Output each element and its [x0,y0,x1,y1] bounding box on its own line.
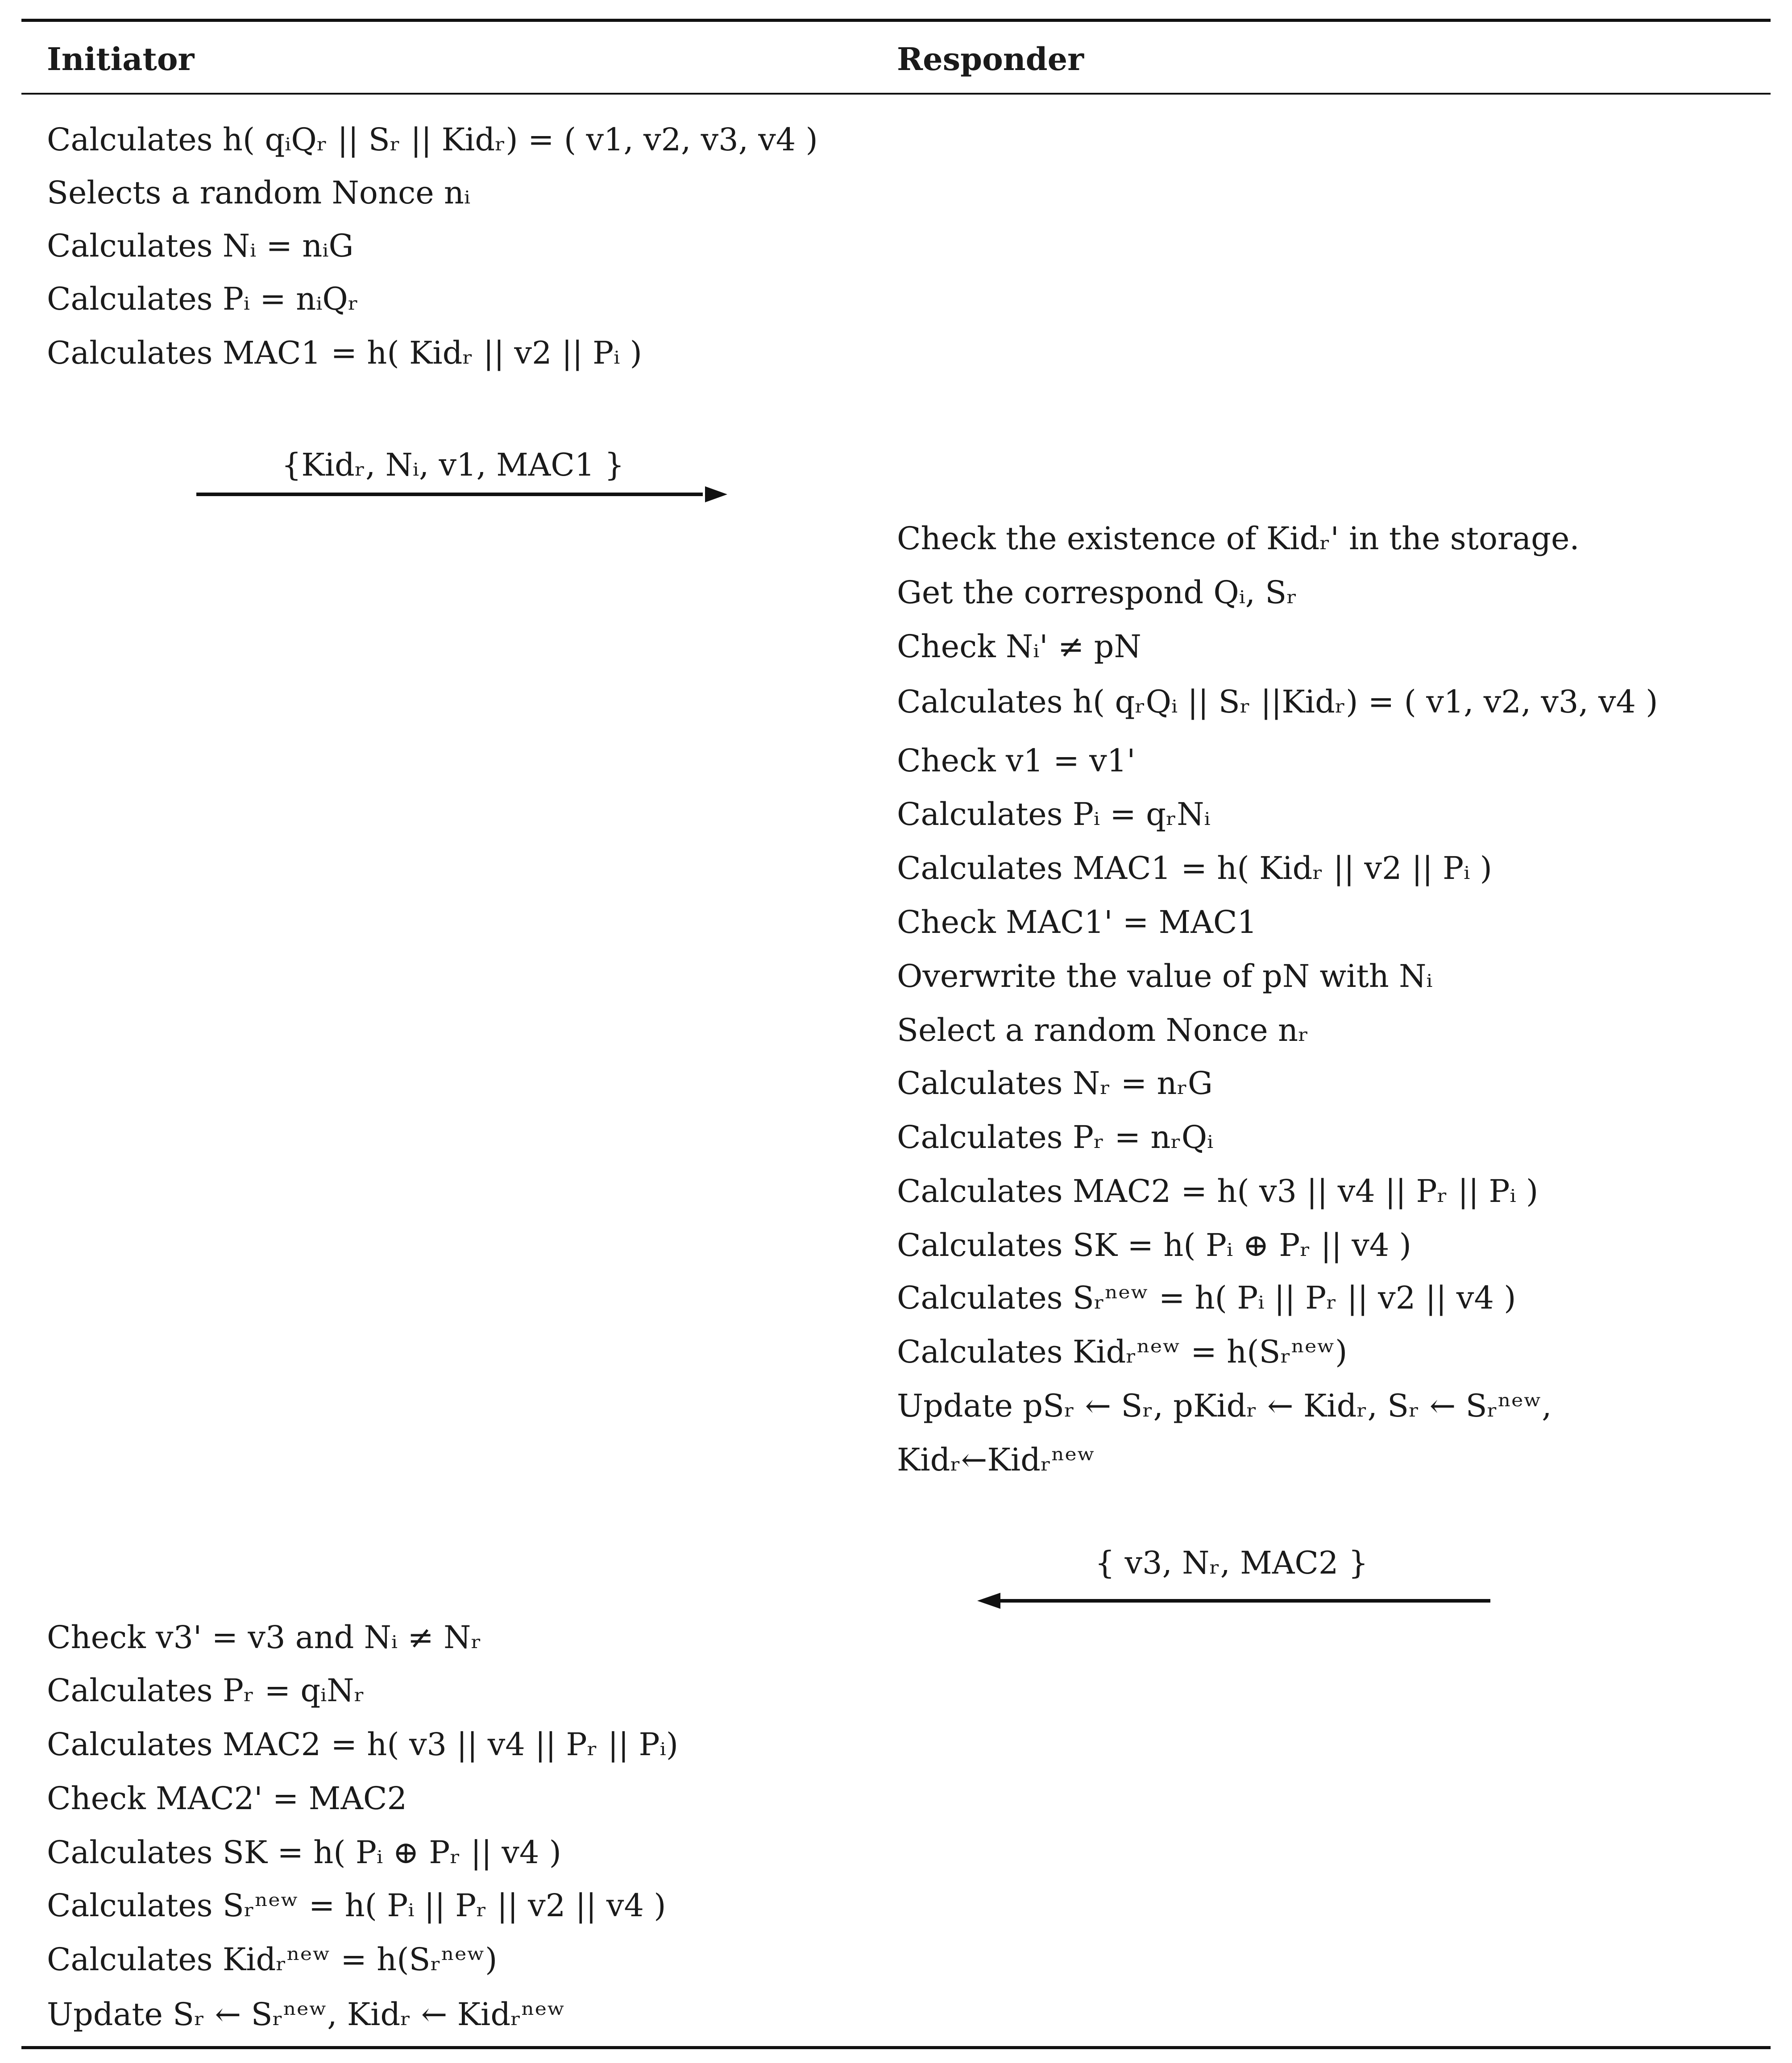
initiator-step: Selects a random Nonce nᵢ [47,174,471,211]
message-2-label: { v3, Nᵣ, MAC2 } [1095,1545,1369,1581]
table-header-rule [21,93,1771,95]
initiator-step: Calculates Nᵢ = nᵢG [47,228,354,264]
responder-step: Calculates Sᵣⁿᵉʷ = h( Pᵢ || Pᵣ || v2 || v4 ) [897,1280,1516,1316]
message-1-arrow-right [192,485,727,503]
initiator-step: Calculates Pᵢ = nᵢQᵣ [47,281,359,317]
initiator-step: Calculates h( qᵢQᵣ || Sᵣ || Kidᵣ) = ( v1, v2, v3, v4 ) [47,121,818,158]
responder-step: Calculates SK = h( Pᵢ ⊕ Pᵣ || v4 ) [897,1227,1411,1263]
responder-step: Check the existence of Kidᵣ' in the storage. [897,520,1580,557]
initiator-step: Update Sᵣ ← Sᵣⁿᵉʷ, Kidᵣ ← Kidᵣⁿᵉʷ [47,1996,565,2033]
responder-step: Check MAC1' = MAC1 [897,904,1257,940]
responder-step: Calculates h( qᵣQᵢ || Sᵣ ||Kidᵣ) = ( v1, v2, v3, v4 ) [897,684,1658,720]
message-1-label: {Kidᵣ, Nᵢ, v1, MAC1 } [281,447,625,483]
responder-step: Check Nᵢ' ≠ pN [897,628,1141,665]
initiator-step: Calculates Pᵣ = qᵢNᵣ [47,1672,365,1709]
responder-step: Calculates MAC2 = h( v3 || v4 || Pᵣ || Pᵢ ) [897,1173,1539,1210]
initiator-step: Check MAC2' = MAC2 [47,1780,407,1817]
table-bottom-rule [21,2046,1771,2049]
initiator-step: Calculates MAC1 = h( Kidᵣ || v2 || Pᵢ ) [47,335,642,371]
table-top-rule [21,19,1771,22]
responder-step: Calculates Pᵢ = qᵣNᵢ [897,796,1211,833]
responder-header: Responder [897,41,1084,78]
initiator-step: Calculates SK = h( Pᵢ ⊕ Pᵣ || v4 ) [47,1834,561,1871]
responder-step: Update pSᵣ ← Sᵣ, pKidᵣ ← Kidᵣ, Sᵣ ← Sᵣⁿᵉʷ, [897,1388,1552,1424]
responder-step: Kidᵣ←Kidᵣⁿᵉʷ [897,1442,1095,1478]
initiator-step: Check v3' = v3 and Nᵢ ≠ Nᵣ [47,1619,482,1656]
responder-step: Calculates Kidᵣⁿᵉʷ = h(Sᵣⁿᵉʷ) [897,1334,1348,1370]
initiator-header: Initiator [47,41,195,78]
responder-step: Check v1 = v1' [897,742,1136,779]
initiator-step: Calculates Kidᵣⁿᵉʷ = h(Sᵣⁿᵉʷ) [47,1941,498,1978]
responder-step: Calculates Nᵣ = nᵣG [897,1065,1213,1102]
initiator-step: Calculates MAC2 = h( v3 || v4 || Pᵣ || Pᵢ) [47,1726,679,1763]
responder-step: Overwrite the value of pN with Nᵢ [897,958,1433,994]
responder-step: Get the correspond Qᵢ, Sᵣ [897,574,1298,611]
responder-step: Select a random Nonce nᵣ [897,1012,1309,1048]
initiator-step: Calculates Sᵣⁿᵉʷ = h( Pᵢ || Pᵣ || v2 || v4 ) [47,1887,666,1924]
message-2-arrow-left [977,1592,1495,1610]
responder-step: Calculates MAC1 = h( Kidᵣ || v2 || Pᵢ ) [897,850,1492,887]
responder-step: Calculates Pᵣ = nᵣQᵢ [897,1119,1214,1156]
